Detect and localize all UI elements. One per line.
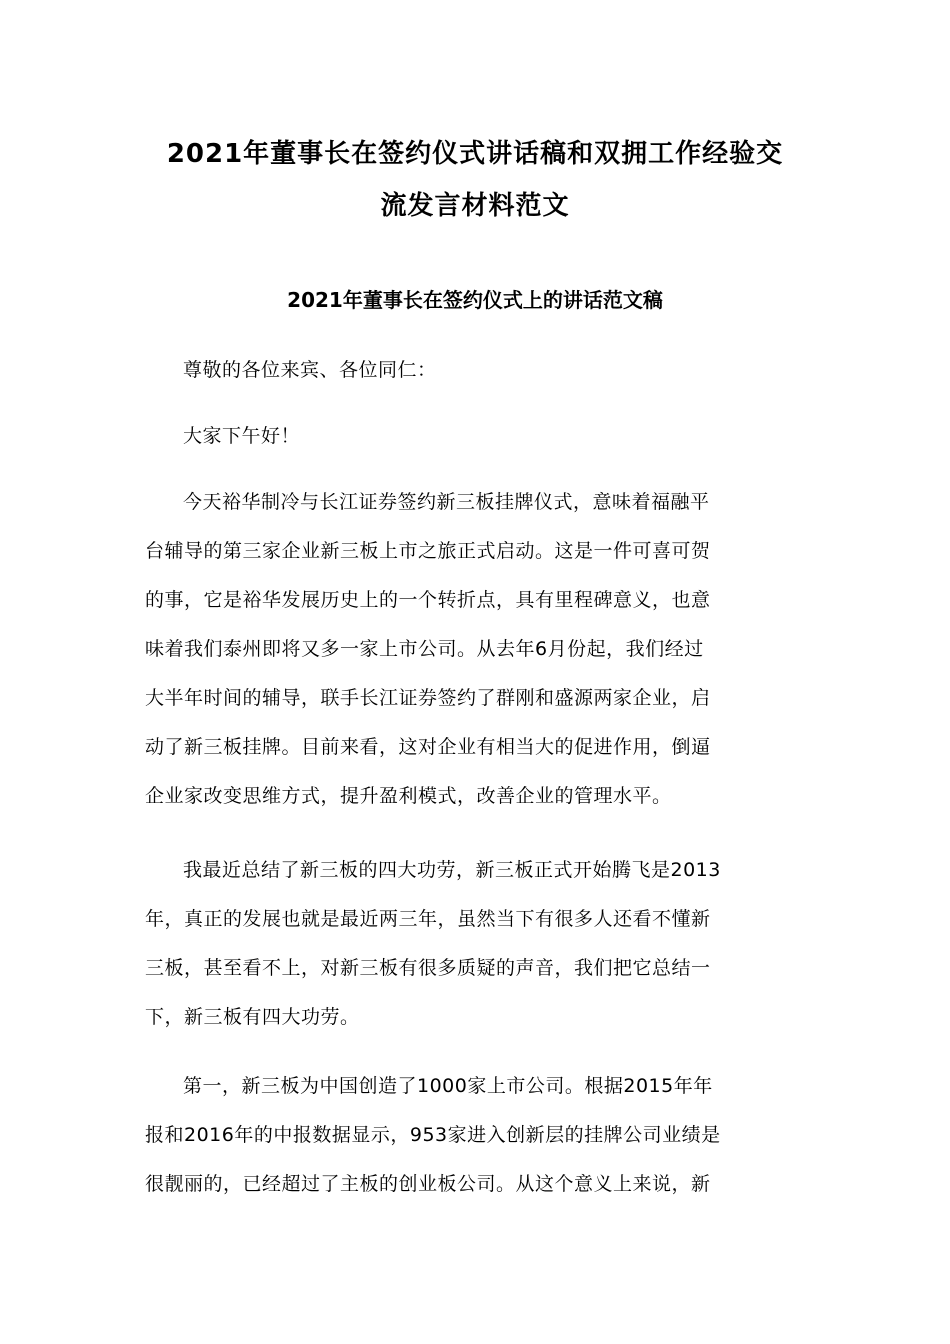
- text-line: 第一，新三板为中国创造了1000家上市公司。根据2015年年: [183, 1075, 713, 1097]
- greeting-paragraph: [145, 412, 805, 461]
- body-paragraph: [145, 478, 805, 821]
- text-line: 台辅导的第三家企业新三板上市之旅正式启动。这是一件可喜可贺: [145, 540, 711, 562]
- text-line: 很靓丽的，已经超过了主板的创业板公司。从这个意义上来说，新: [145, 1173, 711, 1195]
- text-line: 三板，甚至看不上，对新三板有很多质疑的声音，我们把它总结一: [145, 957, 711, 979]
- text-line: 我最近总结了新三板的四大功劳，新三板正式开始腾飞是2013: [183, 859, 721, 881]
- text-line: 大家下午好！: [183, 425, 301, 447]
- salutation-paragraph: [145, 346, 805, 395]
- body-paragraph: [145, 846, 805, 1042]
- title-line: 2021年董事长在签约仪式讲话稿和双拥工作经验交: [166, 139, 784, 169]
- text-line: 年，真正的发展也就是最近两三年，虽然当下有很多人还看不懂新: [145, 908, 711, 930]
- text-line: 味着我们泰州即将又多一家上市公司。从去年6月份起，我们经过: [145, 638, 704, 660]
- text-line: 今天裕华制冷与长江证券签约新三板挂牌仪式，意味着福融平: [183, 491, 710, 513]
- text-line: 下，新三板有四大功劳。: [145, 1006, 360, 1028]
- title-line: 流发言材料范文: [380, 191, 570, 221]
- body-paragraph: [145, 1062, 805, 1209]
- text-line: 动了新三板挂牌。目前来看，这对企业有相当大的促进作用，倒逼: [145, 736, 711, 758]
- text-line: 的事，它是裕华发展历史上的一个转折点，具有里程碑意义，也意: [145, 589, 711, 611]
- text-line: 企业家改变思维方式，提升盈利模式，改善企业的管理水平。: [145, 785, 672, 807]
- document-title: [120, 128, 830, 232]
- text-line: 报和2016年的中报数据显示，953家进入创新层的挂牌公司业绩是: [145, 1124, 721, 1146]
- section-subtitle: 2021年董事长在签约仪式上的讲话范文稿: [287, 288, 663, 312]
- text-line: 大半年时间的辅导，联手长江证券签约了群刚和盛源两家企业，启: [145, 687, 711, 709]
- text-line: 尊敬的各位来宾、各位同仁：: [183, 359, 437, 381]
